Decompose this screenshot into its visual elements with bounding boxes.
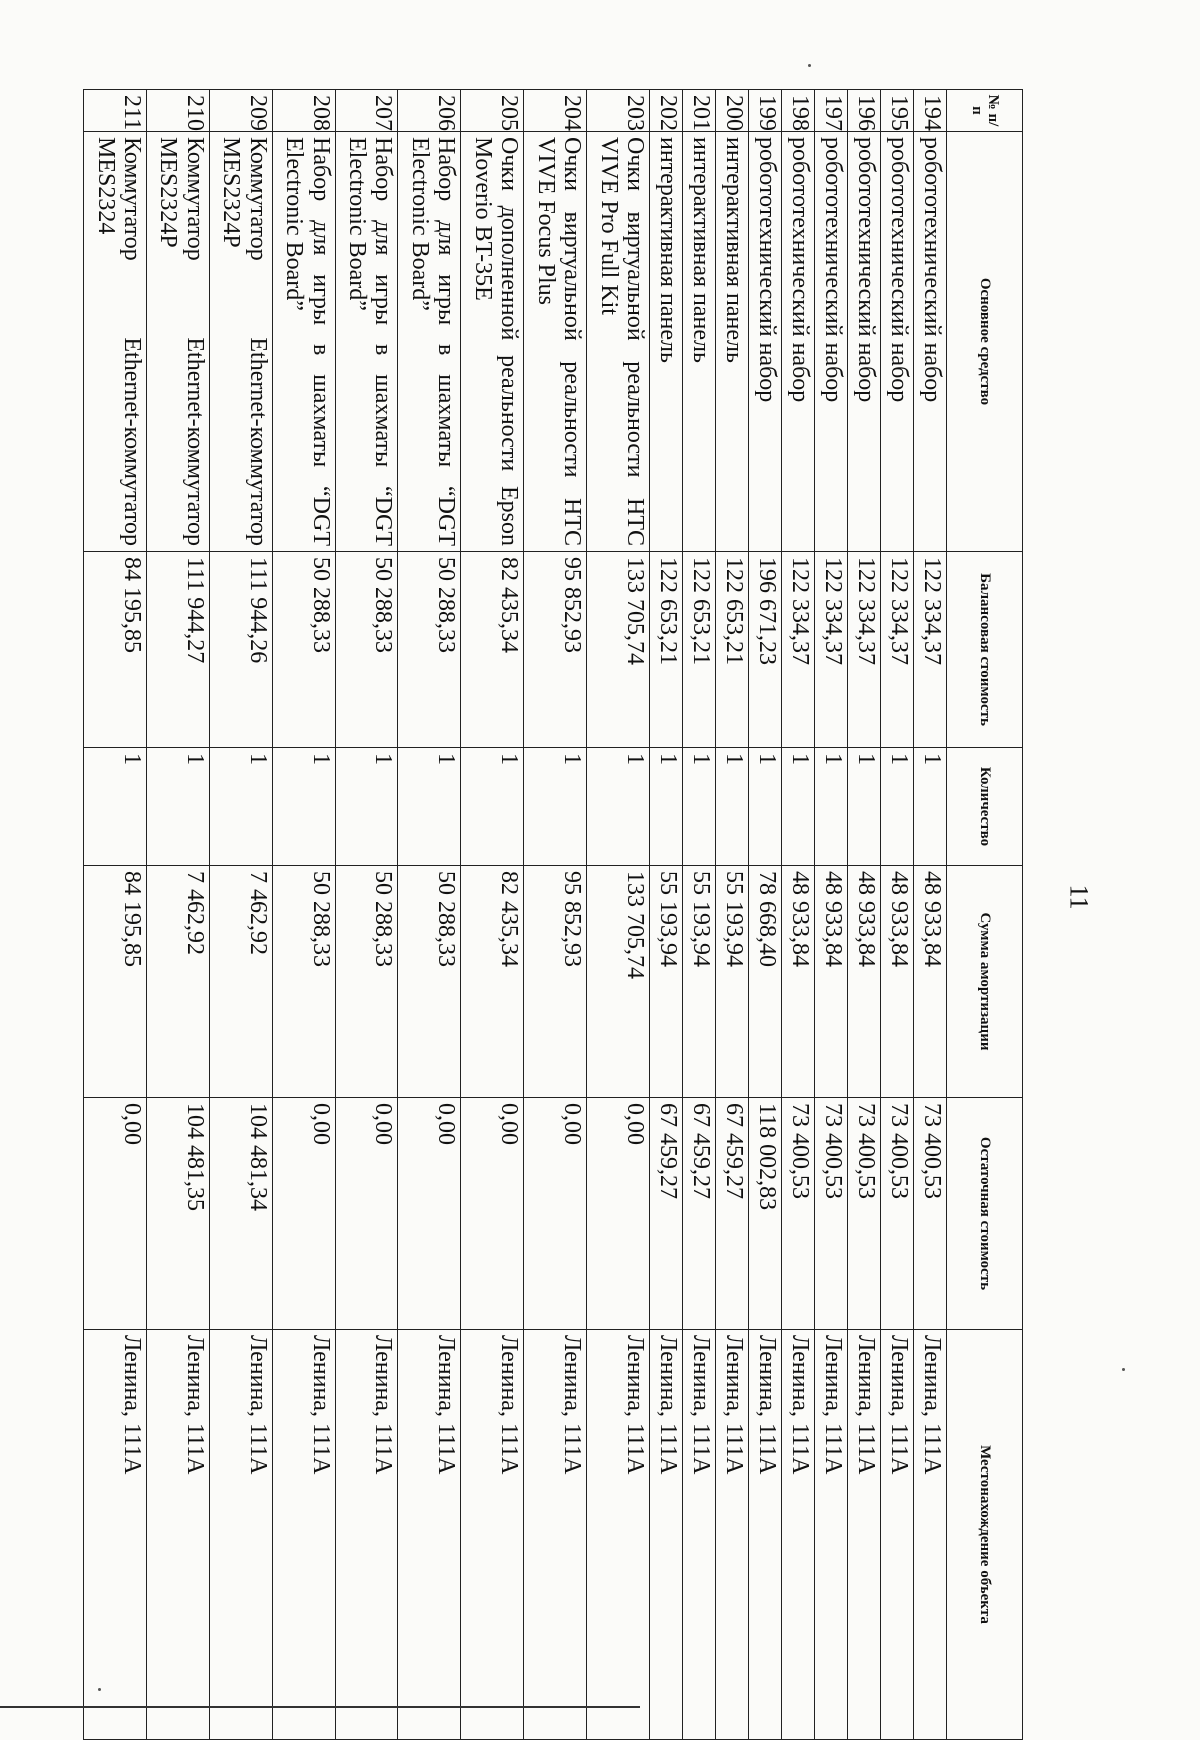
cell-asset-name: робототехнический набор <box>749 132 782 552</box>
cell-location: Ленина, 111А <box>683 1330 716 1740</box>
cell-book-value: 122 653,21 <box>716 552 749 748</box>
cell-asset-name: робототехнический набор <box>815 132 848 552</box>
table-row <box>782 90 815 1740</box>
cell-quantity: 1 <box>335 748 398 866</box>
scan-speck <box>808 64 811 67</box>
table-row <box>716 90 749 1740</box>
cell-book-value: 95 852,93 <box>524 552 587 748</box>
cell-asset-name: Коммутатор Ethernet-коммутатор MES2324P <box>147 132 210 552</box>
cell-num: 195 <box>881 90 914 132</box>
cell-num: 208 <box>272 90 335 132</box>
cell-residual: 67 459,27 <box>650 1098 683 1330</box>
cell-book-value: 111 944,27 <box>147 552 210 748</box>
table-row <box>209 90 272 1740</box>
table-row <box>147 90 210 1740</box>
cell-residual: 104 481,34 <box>209 1098 272 1330</box>
table-row <box>914 90 947 1740</box>
cell-quantity: 1 <box>749 748 782 866</box>
cell-num: 198 <box>782 90 815 132</box>
cell-residual: 73 400,53 <box>848 1098 881 1330</box>
cell-location: Ленина, 111А <box>815 1330 848 1740</box>
table-row <box>84 90 147 1740</box>
cell-book-value: 122 334,37 <box>881 552 914 748</box>
cell-depreciation: 7 462,92 <box>147 866 210 1098</box>
cell-depreciation: 48 933,84 <box>914 866 947 1098</box>
cell-asset-name: робототехнический набор <box>914 132 947 552</box>
cell-quantity: 1 <box>84 748 147 866</box>
cell-residual: 104 481,35 <box>147 1098 210 1330</box>
cell-quantity: 1 <box>524 748 587 866</box>
header-asset: Основное средство <box>947 132 1023 552</box>
cell-depreciation: 48 933,84 <box>782 866 815 1098</box>
cell-quantity: 1 <box>881 748 914 866</box>
table-row <box>650 90 683 1740</box>
cell-book-value: 133 705,74 <box>587 552 650 748</box>
cell-residual: 118 002,83 <box>749 1098 782 1330</box>
cell-location: Ленина, 111А <box>587 1330 650 1740</box>
header-residual: Остаточная стоимость <box>947 1098 1023 1330</box>
cell-num: 210 <box>147 90 210 132</box>
cell-book-value: 122 334,37 <box>914 552 947 748</box>
cell-depreciation: 78 668,40 <box>749 866 782 1098</box>
table-row <box>848 90 881 1740</box>
table-row <box>587 90 650 1740</box>
cell-residual: 73 400,53 <box>881 1098 914 1330</box>
cell-depreciation: 133 705,74 <box>587 866 650 1098</box>
cell-quantity: 1 <box>272 748 335 866</box>
table-row <box>335 90 398 1740</box>
cell-location: Ленина, 111А <box>147 1330 210 1740</box>
cell-asset-name: робототехнический набор <box>881 132 914 552</box>
cell-asset-name: робототехнический набор <box>848 132 881 552</box>
cell-num: 196 <box>848 90 881 132</box>
cell-asset-name: Коммутатор Ethernet-коммутатор MES2324P <box>209 132 272 552</box>
table-row <box>398 90 461 1740</box>
cell-residual: 0,00 <box>524 1098 587 1330</box>
cell-quantity: 1 <box>716 748 749 866</box>
cell-residual: 73 400,53 <box>782 1098 815 1330</box>
cell-location: Ленина, 111А <box>461 1330 524 1740</box>
cell-residual: 0,00 <box>272 1098 335 1330</box>
cell-depreciation: 48 933,84 <box>815 866 848 1098</box>
rotated-page-content <box>83 89 1023 1739</box>
cell-quantity: 1 <box>398 748 461 866</box>
cell-book-value: 50 288,33 <box>335 552 398 748</box>
cell-quantity: 1 <box>782 748 815 866</box>
cell-location: Ленина, 111А <box>914 1330 947 1740</box>
cell-quantity: 1 <box>147 748 210 866</box>
cell-num: 194 <box>914 90 947 132</box>
cell-num: 202 <box>650 90 683 132</box>
header-book-value: Балансовая стоимость <box>947 552 1023 748</box>
cell-asset-name: интерактивная панель <box>716 132 749 552</box>
cell-depreciation: 84 195,85 <box>84 866 147 1098</box>
cell-book-value: 50 288,33 <box>272 552 335 748</box>
cell-location: Ленина, 111А <box>749 1330 782 1740</box>
cell-depreciation: 50 288,33 <box>398 866 461 1098</box>
cell-residual: 0,00 <box>398 1098 461 1330</box>
cell-book-value: 122 653,21 <box>650 552 683 748</box>
cell-asset-name: интерактивная панель <box>650 132 683 552</box>
cell-residual: 67 459,27 <box>683 1098 716 1330</box>
cell-residual: 73 400,53 <box>815 1098 848 1330</box>
cell-num: 205 <box>461 90 524 132</box>
cell-num: 209 <box>209 90 272 132</box>
cell-num: 204 <box>524 90 587 132</box>
table-row <box>683 90 716 1740</box>
cell-book-value: 122 653,21 <box>683 552 716 748</box>
cell-num: 206 <box>398 90 461 132</box>
cell-asset-name: Очки дополненной реальности Epson Moverio BT-35E <box>461 132 524 552</box>
cell-asset-name: интерактивная панель <box>683 132 716 552</box>
cell-num: 197 <box>815 90 848 132</box>
cell-residual: 0,00 <box>84 1098 147 1330</box>
cell-quantity: 1 <box>461 748 524 866</box>
header-depreciation: Сумма амортизации <box>947 866 1023 1098</box>
cell-book-value: 111 944,26 <box>209 552 272 748</box>
cell-book-value: 82 435,34 <box>461 552 524 748</box>
cell-depreciation: 48 933,84 <box>848 866 881 1098</box>
header-location: Местонахождение объекта <box>947 1330 1023 1740</box>
cell-depreciation: 50 288,33 <box>272 866 335 1098</box>
table-row <box>524 90 587 1740</box>
cell-residual: 0,00 <box>587 1098 650 1330</box>
cell-residual: 0,00 <box>461 1098 524 1330</box>
assets-table <box>83 89 1023 1740</box>
cell-depreciation: 50 288,33 <box>335 866 398 1098</box>
table-row <box>815 90 848 1740</box>
cell-quantity: 1 <box>209 748 272 866</box>
cell-depreciation: 55 193,94 <box>650 866 683 1098</box>
cell-location: Ленина, 111А <box>716 1330 749 1740</box>
table-row <box>272 90 335 1740</box>
cell-book-value: 196 671,23 <box>749 552 782 748</box>
table-body <box>84 90 947 1740</box>
cell-residual: 73 400,53 <box>914 1098 947 1330</box>
table-row <box>749 90 782 1740</box>
scan-speck <box>1122 1368 1125 1371</box>
cell-depreciation: 82 435,34 <box>461 866 524 1098</box>
scan-speck <box>98 1688 101 1691</box>
table-header-row <box>947 90 1023 1740</box>
cell-depreciation: 48 933,84 <box>881 866 914 1098</box>
cell-depreciation: 55 193,94 <box>683 866 716 1098</box>
cell-quantity: 1 <box>815 748 848 866</box>
cell-depreciation: 7 462,92 <box>209 866 272 1098</box>
cell-depreciation: 55 193,94 <box>716 866 749 1098</box>
cell-location: Ленина, 111А <box>272 1330 335 1740</box>
cell-location: Ленина, 111А <box>335 1330 398 1740</box>
cell-depreciation: 95 852,93 <box>524 866 587 1098</box>
cell-asset-name: Набор для игры в шахматы “DGT Electronic Board” <box>398 132 461 552</box>
cell-location: Ленина, 111А <box>398 1330 461 1740</box>
cell-quantity: 1 <box>683 748 716 866</box>
cell-book-value: 84 195,85 <box>84 552 147 748</box>
cell-location: Ленина, 111А <box>650 1330 683 1740</box>
cell-num: 203 <box>587 90 650 132</box>
cell-book-value: 122 334,37 <box>815 552 848 748</box>
cell-asset-name: Набор для игры в шахматы “DGT Electronic Board” <box>335 132 398 552</box>
cell-quantity: 1 <box>650 748 683 866</box>
cell-quantity: 1 <box>848 748 881 866</box>
cell-asset-name: Коммутатор Ethernet-коммутатор MES2324 <box>84 132 147 552</box>
cell-location: Ленина, 111А <box>848 1330 881 1740</box>
cell-location: Ленина, 111А <box>209 1330 272 1740</box>
cell-residual: 0,00 <box>335 1098 398 1330</box>
page-number: 11 <box>1064 884 1094 910</box>
table-row <box>881 90 914 1740</box>
header-num: № п/п <box>947 90 1023 132</box>
cell-asset-name: Очки виртуальной реальности HTC VIVE Pro Full Kit <box>587 132 650 552</box>
header-quantity: Количество <box>947 748 1023 866</box>
cell-book-value: 50 288,33 <box>398 552 461 748</box>
cell-num: 207 <box>335 90 398 132</box>
scan-edge-line <box>0 1706 640 1708</box>
cell-location: Ленина, 111А <box>782 1330 815 1740</box>
cell-asset-name: Очки виртуальной реальности HTC VIVE Focus Plus <box>524 132 587 552</box>
cell-location: Ленина, 111А <box>84 1330 147 1740</box>
cell-quantity: 1 <box>587 748 650 866</box>
table-row <box>461 90 524 1740</box>
cell-asset-name: робототехнический набор <box>782 132 815 552</box>
cell-book-value: 122 334,37 <box>848 552 881 748</box>
cell-asset-name: Набор для игры в шахматы “DGT Electronic Board” <box>272 132 335 552</box>
cell-location: Ленина, 111А <box>524 1330 587 1740</box>
cell-num: 201 <box>683 90 716 132</box>
cell-location: Ленина, 111А <box>881 1330 914 1740</box>
cell-residual: 67 459,27 <box>716 1098 749 1330</box>
cell-num: 211 <box>84 90 147 132</box>
cell-num: 200 <box>716 90 749 132</box>
cell-book-value: 122 334,37 <box>782 552 815 748</box>
cell-num: 199 <box>749 90 782 132</box>
cell-quantity: 1 <box>914 748 947 866</box>
